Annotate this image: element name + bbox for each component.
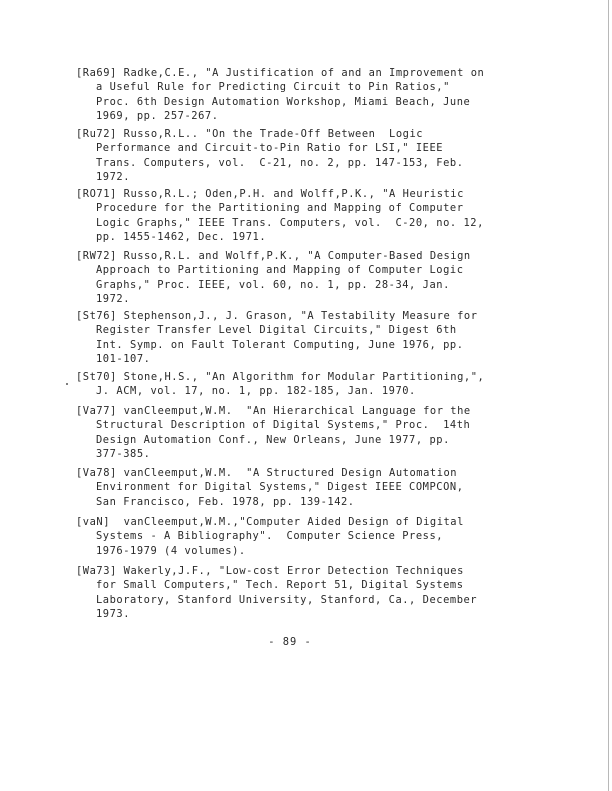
reference-line: [Va78] vanCleemput,W.M. "A Structured Design Automation [76, 467, 458, 479]
reference-line: Laboratory, Stanford University, Stanford, Ca., December [96, 593, 478, 606]
reference-line: [St70] Stone,H.S., "An Algorithm for Modular Partitioning,", [76, 371, 485, 383]
reference-line: [St76] Stephenson,J., J. Grason, "A Testability Measure for [76, 310, 478, 322]
reference-line: Trans. Computers, vol. C-21, no. 2, pp. 147-153, Feb. [96, 156, 464, 169]
reference-line: 1969, pp. 257-267. [96, 110, 219, 123]
reference-line: Register Transfer Level Digital Circuits," Digest 6th [96, 324, 457, 337]
reference-line: [Ra69] Radke,C.E., "A Justification of and an Improvement on [76, 67, 485, 79]
reference-line: Systems - A Bibliography". Computer Science Press, [96, 530, 444, 543]
reference-line: Environment for Digital Systems," Digest IEEE COMPCON, [96, 481, 464, 494]
reference-line: 1973. [96, 608, 131, 621]
reference-line: [Ru72] Russo,R.L.. "On the Trade-Off Between Logic [76, 128, 424, 140]
reference-line: Int. Symp. on Fault Tolerant Computing, June 1976, pp. [96, 338, 464, 351]
reference-ra69 [76, 66, 526, 124]
reference-line: Procedure for the Partitioning and Mapping of Computer [96, 202, 464, 215]
reference-line: 1976-1979 (4 volumes). [96, 544, 246, 557]
page-edge-rule [608, 0, 609, 791]
reference-ru72 [76, 127, 526, 185]
scan-speck [66, 383, 68, 385]
reference-line: [RO71] Russo,R.L.; Oden,P.H. and Wolff,P.K., "A Heuristic [76, 188, 464, 200]
reference-line: San Francisco, Feb. 1978, pp. 139-142. [96, 495, 355, 508]
reference-line: a Useful Rule for Predicting Circuit to Pin Ratios," [96, 81, 450, 94]
reference-line: [Va77] vanCleemput,W.M. "An Hierarchical Language for the [76, 405, 471, 417]
reference-line: for Small Computers," Tech. Report 51, Digital Systems [96, 579, 464, 592]
reference-line: [Wa73] Wakerly,J.F., "Low-cost Error Detection Techniques [76, 565, 464, 577]
reference-line: Approach to Partitioning and Mapping of Computer Logic [96, 264, 464, 277]
reference-rw72 [76, 249, 526, 307]
reference-line: 377-385. [96, 448, 151, 461]
reference-ro71 [76, 187, 526, 245]
reference-line: Proc. 6th Design Automation Workshop, Miami Beach, June [96, 95, 471, 108]
reference-wa73 [76, 564, 526, 622]
reference-line: 1972. [96, 171, 131, 184]
reference-van [76, 515, 526, 558]
page-number: - 89 - [268, 636, 312, 648]
reference-st76 [76, 309, 526, 367]
reference-va78 [76, 466, 526, 509]
reference-line: Logic Graphs," IEEE Trans. Computers, vol. C-20, no. 12, [96, 216, 484, 229]
reference-line: [vaN] vanCleemput,W.M.,"Computer Aided Design of Digital [76, 516, 464, 528]
reference-line: 1972. [96, 293, 131, 306]
reference-line: Graphs," Proc. IEEE, vol. 60, no. 1, pp. 28-34, Jan. [96, 278, 450, 291]
reference-va77 [76, 404, 526, 462]
reference-line: Performance and Circuit-to-Pin Ratio for LSI," IEEE [96, 142, 444, 155]
reference-line: J. ACM, vol. 17, no. 1, pp. 182-185, Jan. 1970. [96, 385, 416, 398]
reference-line: [RW72] Russo,R.L. and Wolff,P.K., "A Computer-Based Design [76, 250, 471, 262]
reference-line: 101-107. [96, 353, 151, 366]
reference-line: Structural Description of Digital Systems," Proc. 14th [96, 419, 471, 432]
reference-st70 [76, 370, 526, 399]
reference-line: pp. 1455-1462, Dec. 1971. [96, 231, 267, 244]
reference-line: Design Automation Conf., New Orleans, June 1977, pp. [96, 433, 450, 446]
